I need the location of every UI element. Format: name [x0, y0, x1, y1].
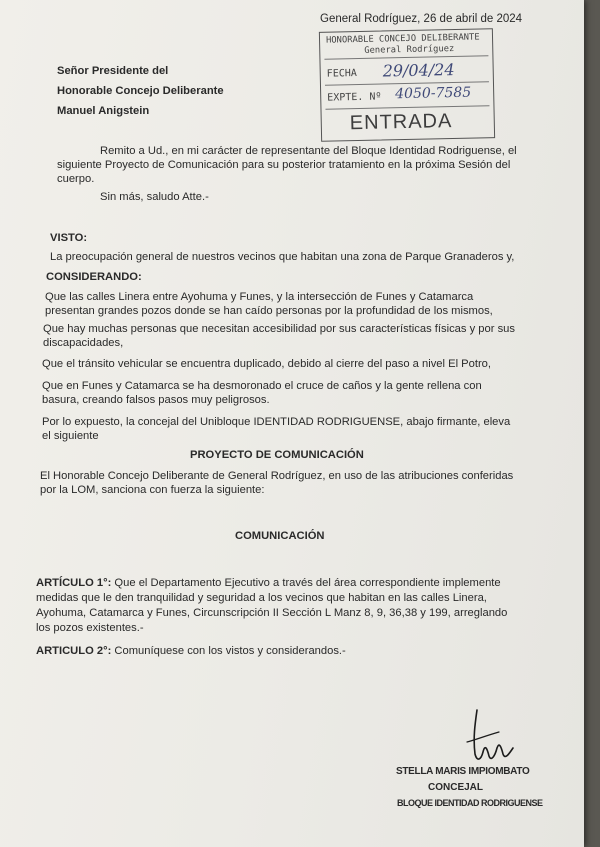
- article-1-text-start: Que el Departamento Ejecutivo a través del área correspondiente implemente: [111, 577, 501, 589]
- article-2-text: Comuníquese con los vistos y considerandos.-: [111, 645, 346, 657]
- intro-line2: siguiente Proyecto de Comunicación para su posterior tratamiento en la próxima Sesión del: [57, 159, 511, 171]
- signature-role: CONCEJAL: [428, 782, 484, 793]
- place-date: General Rodríguez, 26 de abril de 2024: [320, 13, 523, 25]
- stamp-expte-value: 4050-7585: [395, 84, 472, 103]
- considerando-5-line2: el siguiente: [42, 430, 99, 442]
- article-1-label: ARTÍCULO 1°:: [36, 577, 112, 589]
- article-1-line2: medidas que le den tranquilidad y seguridad a los vecinos que habitan en las calles Linera,: [36, 592, 487, 604]
- intro-closing: Sin más, saludo Atte.-: [100, 191, 209, 203]
- article-1-line1: [36, 576, 501, 591]
- signature-name: STELLA MARIS IMPIOMBATO: [396, 766, 530, 777]
- proyecto-line2: por la LOM, sanciona con fuerza la siguiente:: [40, 484, 265, 496]
- proyecto-heading: PROYECTO DE COMUNICACIÓN: [190, 449, 364, 461]
- considerando-3: Que el tránsito vehicular se encuentra duplicado, debido al cierre del paso a nivel El Potro,: [42, 358, 492, 370]
- proyecto-line1: El Honorable Concejo Deliberante de General Rodríguez, en uso de las atribuciones conferidas: [40, 470, 514, 482]
- stamp-title: HONORABLE CONCEJO DELIBERANTE: [325, 32, 480, 46]
- article-1-line4: los pozos existentes.-: [36, 622, 144, 634]
- considerando-2-line1: Que hay muchas personas que necesitan accesibilidad por sus características físicas y por sus: [43, 323, 515, 335]
- reception-stamp: [319, 28, 495, 142]
- considerando-4-line2: basura, creando falsos pasos muy peligrosos.: [42, 394, 270, 406]
- considerando-1-line2: presentan grandes pozos donde se han caído personas por la profundidad de los mismos,: [45, 305, 493, 317]
- considerando-5-line1: Por lo expuesto, la concejal del Unibloque IDENTIDAD RODRIGUENSE, abajo firmante, eleva: [42, 416, 511, 428]
- intro-line1: Remito a Ud., en mi carácter de representante del Bloque Identidad Rodriguense, el: [100, 145, 517, 157]
- signature-bloque: BLOQUE IDENTIDAD RODRIGUENSE: [397, 798, 543, 808]
- stamp-divider: [325, 105, 489, 109]
- considerando-1-line1: Que las calles Linera entre Ayohuma y Funes, y la intersección de Funes y Catamarca: [45, 291, 474, 303]
- stamp-fecha-value: 29/04/24: [382, 60, 455, 81]
- stamp-subtitle: General Rodríguez: [364, 44, 455, 56]
- addressee-line2: Honorable Concejo Deliberante: [57, 85, 224, 97]
- stamp-fecha-label: FECHA: [326, 68, 357, 80]
- article-1-line3: Ayohuma, Catamarca y Funes, Circunscripción II Sección L Manz 8, 9, 36,38 y 199, arreglando: [36, 607, 508, 619]
- stamp-entrada: ENTRADA: [349, 110, 453, 135]
- comunicacion-heading: COMUNICACIÓN: [235, 530, 325, 542]
- considerando-heading: CONSIDERANDO:: [46, 271, 142, 283]
- addressee-line3: Manuel Anigstein: [57, 105, 150, 117]
- addressee-line1: Señor Presidente del: [57, 65, 169, 77]
- handwritten-signature: [455, 702, 525, 772]
- article-2: [36, 644, 346, 659]
- stamp-divider: [324, 55, 488, 59]
- article-2-label: ARTICULO 2°:: [36, 645, 112, 657]
- intro-line3: cuerpo.: [57, 173, 95, 185]
- considerando-2-line2: discapacidades,: [43, 337, 124, 349]
- stamp-expte-label: EXPTE. Nº: [327, 91, 382, 104]
- visto-text: La preocupación general de nuestros vecinos que habitan una zona de Parque Granaderos y,: [50, 251, 515, 263]
- visto-heading: VISTO:: [50, 232, 88, 244]
- considerando-4-line1: Que en Funes y Catamarca se ha desmoronado el cruce de caños y la gente rellena con: [42, 380, 482, 392]
